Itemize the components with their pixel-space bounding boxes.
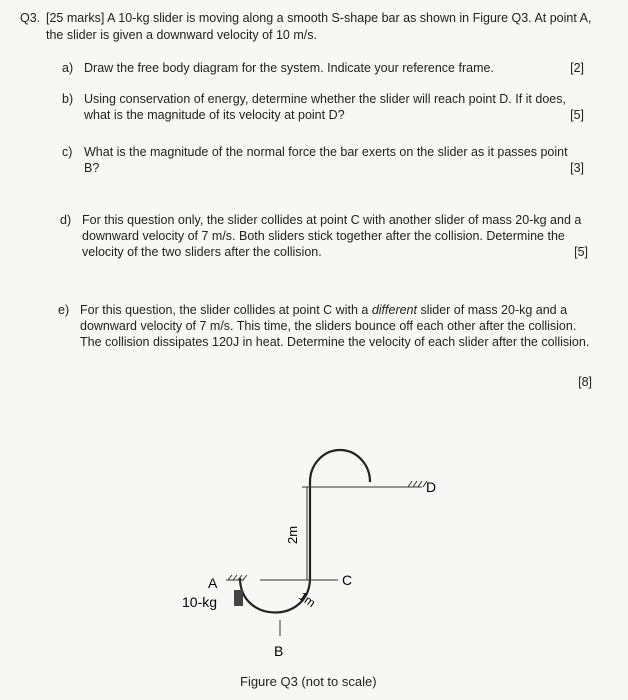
part-e-marks: [8] [578,375,592,389]
part-d-marks: [5] [574,245,588,259]
label-10kg: 10-kg [182,594,218,610]
part-a-marks: [2] [570,61,584,75]
label-1m: 1m [296,588,318,611]
question-number: Q3. [20,11,41,25]
part-b-text: Using conservation of energy, determine whether the slider will reach point D. If it does, what is the magnitude of its velocity at point D? [84,92,566,122]
hatch-d-icon [408,481,427,487]
part-c-marks: [3] [570,161,584,175]
label-d: D [426,479,437,495]
part-d-text: For this question only, the slider collides at point C with another slider of mass 20-kg and a downward velocity of 7 m/s. Both sliders stick together after the collision. Determine the velocity of the two sliders after the collision. [82,213,582,259]
part-d-label: d) [60,213,72,227]
label-2m: 2m [285,525,300,545]
part-e-label: e) [58,303,70,317]
part-c [62,144,584,176]
figure-caption: Figure Q3 (not to scale) [240,674,377,689]
label-c: C [342,572,353,588]
figure-q3-diagram [160,430,460,670]
label-a: A [208,575,218,591]
s-shape-bar [240,450,370,613]
slider-block [234,590,243,606]
part-d [60,212,588,260]
part-a-text: Draw the free body diagram for the system. Indicate your reference frame. [84,61,494,75]
part-e-text-emphasis: different [371,303,417,317]
part-c-text: What is the magnitude of the normal force the bar exerts on the slider as it passes point B? [84,145,568,175]
part-a [62,60,584,76]
label-b: B [274,643,284,659]
question-header [20,10,610,44]
part-e-text-1: For this question, the slider collides at point C with a [80,303,372,317]
part-b-label: b) [62,92,74,106]
part-b-marks: [5] [570,108,584,122]
part-e-text-2: slider of mass 20-kg and a downward velocity of 7 m/s. This time, the sliders bounce off each other after the collision. The collision dissipates 120J in heat. Determine the velocity of each slider after the collision. [80,303,590,349]
part-e [58,302,592,389]
part-a-label: a) [62,61,74,75]
part-e-text [80,302,592,350]
question-stem: [25 marks] A 10-kg slider is moving along a smooth S-shape bar as shown in Figure Q3. At point A, the slider is given a downward velocity of 10 m/s. [46,11,592,42]
part-c-label: c) [62,145,73,159]
part-b [62,91,584,123]
hatch-a-icon [226,575,247,580]
